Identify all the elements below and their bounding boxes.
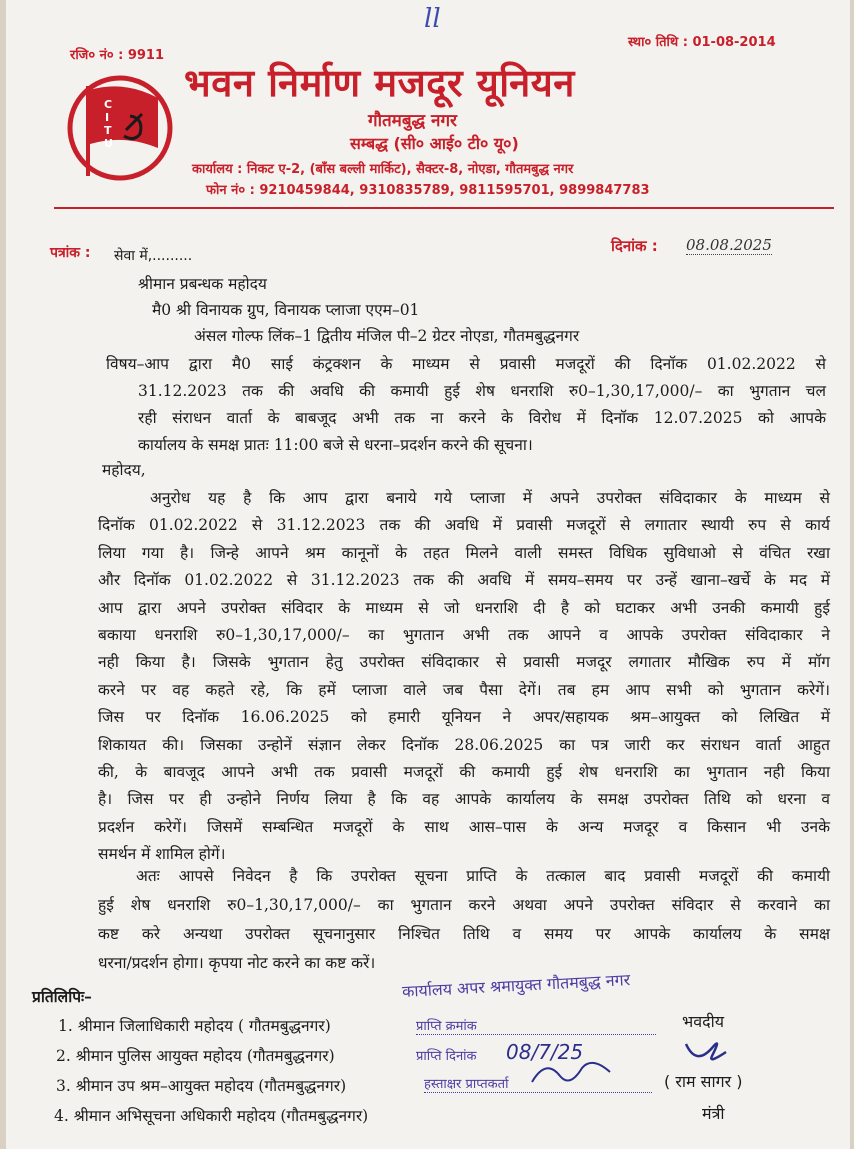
para1-line: लिया गया है। जिन्हे आपने श्रम कानूनों के तहत मिलने वाली समस्त विधिक सुविधाओ से वंचित रखा — [98, 543, 830, 562]
citu-logo — [64, 72, 176, 184]
para1-line: समर्थन में शामिल होगें। — [98, 845, 226, 864]
receipt-stamp-signature-label: हस्ताक्षर प्राप्तकर्ता — [424, 1074, 652, 1093]
recipient-line-3: अंसल गोल्फ लिंक–1 द्वितीय मंजिल पी–2 ग्रेटर नोएडा, गौतमबुद्धनगर — [194, 327, 580, 345]
cc-item-2: 2. श्रीमान पुलिस आयुक्त महोदय (गौतमबुद्धनगर) — [56, 1047, 335, 1065]
letterhead-divider — [54, 207, 834, 209]
org-city: गौतमबुद्ध नगर — [368, 111, 457, 131]
date-value: 08.08.2025 — [686, 236, 772, 254]
para1-line: जिस पर दिनॉक 16.06.2025 को हमारी यूनियन ने अपर/सहायक श्रम–आयुक्त को लिखित में — [98, 708, 830, 727]
receipt-stamp-date: 08/7/25 — [506, 1040, 584, 1064]
receipt-stamp-title: कार्यालय अपर श्रमायुक्त गौतमबुद्ध नगर — [401, 970, 631, 1001]
cc-item-1: 1. श्रीमान जिलाधिकारी महोदय ( गौतमबुद्धनगर) — [58, 1017, 331, 1035]
signer-title: मंत्री — [702, 1104, 725, 1123]
recipient-line-2: मै0 श्री विनायक ग्रुप, विनायक प्लाजा एएम–01 — [152, 301, 420, 319]
svg-text:C: C — [104, 98, 113, 111]
receipt-stamp-number: प्राप्ति क्रमांक — [416, 1016, 656, 1035]
para1-line: की, के बावजूद आपने अभी तक प्रवासी मजदूरों की कमायी हुई शेष धनराशि का भुगतान नही किया — [98, 763, 830, 781]
subject-line-2: 31.12.2023 तक की अवधि की कमायी हुई शेष धनराशि रु0–1,30,17,000/– का भुगतान चल — [138, 382, 826, 400]
para1-line: अनुरोध यह है कि आप द्वारा बनाये गये प्लाजा में अपने उपरोक्त संविदाकार के माध्यम से — [150, 489, 830, 507]
para1-line: प्रदर्शन करेगें। जिसमें सम्बन्धित मजदूरों के साथ आस–पास के अन्य मजदूर व किसान भी उनके — [98, 817, 830, 836]
registration-number: रजि० नं० : 9911 — [70, 48, 165, 63]
office-address: कार्यालय : निकट ए-2, (बाँस बल्ली मार्किट), सैक्टर-8, नोएडा, गौतमबुद्ध नगर — [192, 162, 574, 177]
para1-line: नही किया है। जिसके भुगतान हेतु उपरोक्त संविदाकार से प्रवासी मजदूर लगातार मौखिक रुप में मॉग — [98, 653, 830, 672]
to-label: सेवा में,......... — [114, 248, 193, 264]
receipt-signature-scribble — [526, 1052, 616, 1092]
para2-line: कष्ट करे अन्यथा उपरोक्त सूचनानुसार निश्चित तिथि व समय पर आपके कार्यालय के समक्ष — [98, 925, 830, 943]
org-name: भवन निर्माण मजदूर यूनियन — [184, 61, 575, 105]
para2-line: अतः आपसे निवेदन है कि उपरोक्त सूचना प्राप्ति के तत्काल बाद प्रवासी मजदूरों की कमायी — [136, 867, 830, 885]
svg-text:U: U — [104, 137, 113, 150]
para1-line: दिनॉक 01.02.2022 से 31.12.2023 तक की अवधि में प्रवासी मजदूरों से लगातार स्थायी रुप से कार्य — [98, 516, 830, 535]
salutation: महोदय, — [102, 461, 146, 479]
para2-line: धरना/प्रदर्शन होगा। कृपया नोट करने का कष्ट करें। — [98, 954, 376, 972]
date-label: दिनांक : — [611, 237, 658, 255]
para1-line: करने पर वह कहते रहे, कि हमें प्लाजा वाले जब पैसा देगें। तब हम आप सभी को भुगतान करेगें। — [98, 680, 830, 699]
para1-line: है। जिस पर ही उन्होने निर्णय लिया है कि वह आपके कार्यालय के समक्ष उपरोक्त तिथि को धरना व — [98, 790, 830, 809]
org-affiliation: सम्बद्ध (सी० आई० टी० यू०) — [350, 134, 519, 153]
reference-label: पत्रांक : — [50, 245, 91, 261]
para1-line: आप द्वारा अपने उपरोक्त संविदार के माध्यम से जो धनराशि दी है को घटाकर अभी उनकी कमायी हुई — [98, 598, 830, 617]
subject-line-1: विषय–आप द्वारा मै0 साई कंट्रक्शन के माध्यम से प्रवासी मजदूरों की दिनॉक 01.02.2022 से — [106, 355, 826, 373]
letter-page — [6, 0, 850, 1149]
para2-line: हुई शेष धनराशि रु0–1,30,17,000/– का भुगतान करने अथवा अपने उपरोक्त संविदार से करवाने का — [98, 896, 830, 914]
subject-line-3: रही संराधन वार्ता के बाबजूद अभी तक ना करने के विरोध में दिनॉक 12.07.2025 को आपके — [138, 409, 826, 427]
para1-line: शिकायत की। जिसका उन्होनें संज्ञान लेकर दिनॉक 28.06.2025 का पत्र जारी कर संराधन वार्ता आहुत — [98, 735, 830, 754]
subject-line-4: कार्यालय के समक्ष प्रातः 11:00 बजे से धरना–प्रदर्शन करने की सूचना। — [138, 436, 533, 454]
svg-text:I: I — [105, 111, 110, 124]
para1-line: और दिनॉक 01.02.2022 से 31.12.2023 तक की अवधि में समय–समय पर उन्हें खाना–खर्चे के मद में — [98, 571, 830, 590]
establishment-date: स्था० तिथि : 01-08-2014 — [628, 35, 776, 50]
para1-line: बकाया धनराशि रु0–1,30,17,000/– का भुगतान अभी तक आपने व आपके उपरोक्त संविदाकार ने — [98, 626, 830, 644]
cc-item-4: 4. श्रीमान अभिसूचना अधिकारी महोदय (गौतमबुद्धनगर) — [54, 1107, 369, 1125]
phone-numbers: फोन नं० : 9210459844, 9310835789, 9811595701, 9899847783 — [206, 183, 650, 198]
cc-label: प्रतिलिपिः– — [32, 987, 92, 1006]
handwritten-mark: ll — [424, 4, 441, 34]
signature-scribble — [682, 1030, 742, 1070]
signer-name: ( राम सागर ) — [664, 1072, 743, 1091]
signoff: भवदीय — [682, 1012, 725, 1031]
recipient-line-1: श्रीमान प्रबन्धक महोदय — [138, 275, 267, 293]
receipt-stamp-date-label: प्राप्ति दिनांक — [416, 1049, 477, 1064]
svg-text:T: T — [104, 124, 112, 137]
cc-item-3: 3. श्रीमान उप श्रम–आयुक्त महोदय (गौतमबुद्धनगर) — [56, 1077, 347, 1095]
